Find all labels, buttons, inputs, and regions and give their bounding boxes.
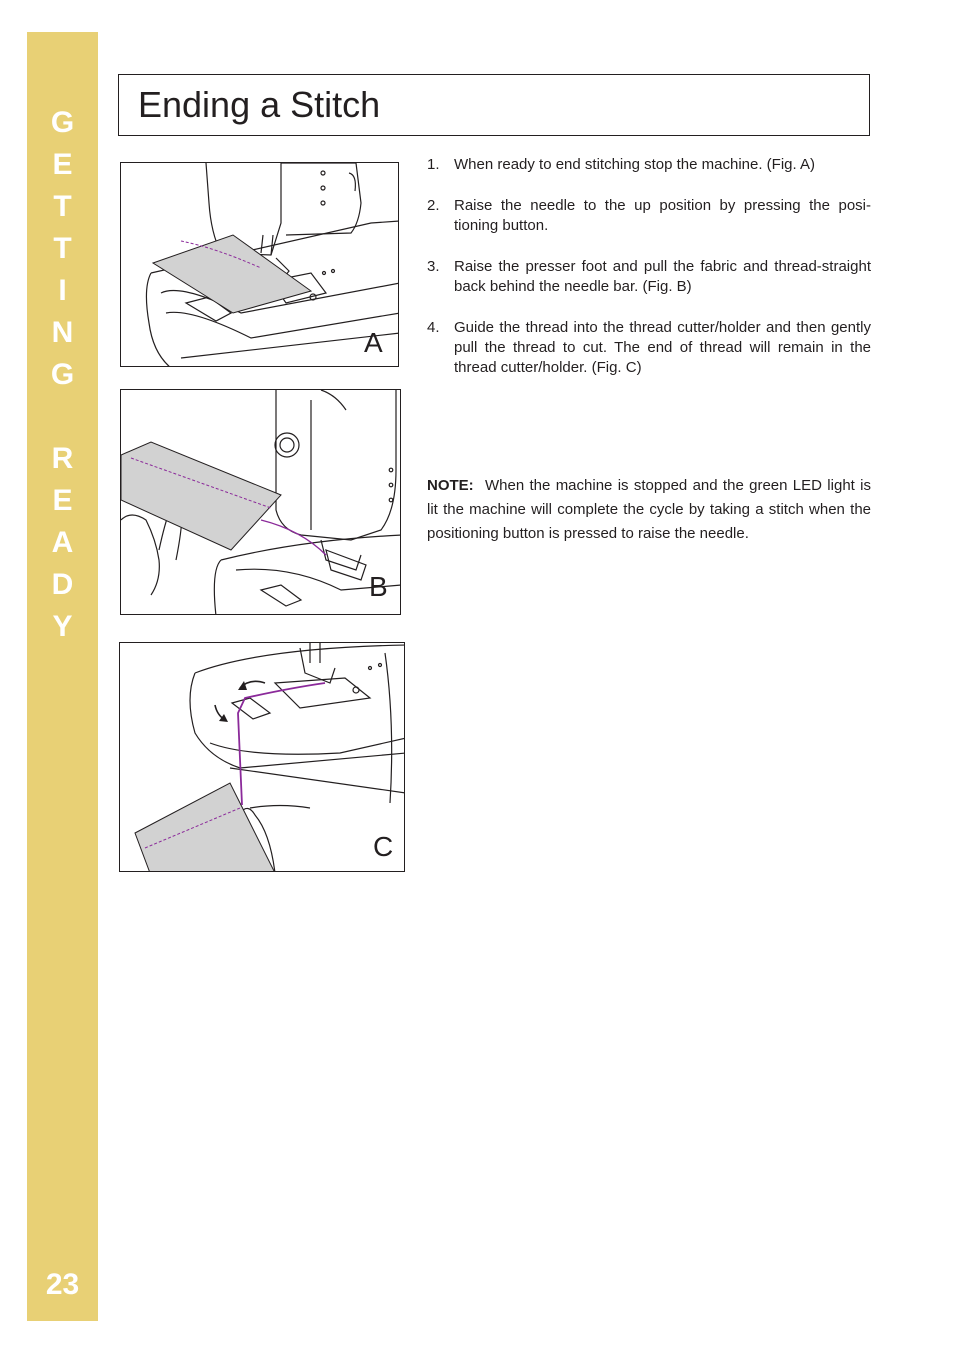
note-paragraph [427, 474, 871, 546]
page-title: Ending a Stitch [138, 84, 381, 125]
step-text: Raise the presser foot and pull the fabric and thread-straight back behind the needle bar. (Fig. B) [454, 258, 871, 295]
page-number: 23 [45, 1268, 80, 1301]
figure-c-illustration [120, 643, 405, 872]
list-item [427, 155, 871, 175]
sidebar-letter: A [51, 526, 74, 559]
sidebar-letter: T [53, 232, 72, 265]
figure-b-illustration [121, 390, 401, 615]
list-item [427, 318, 871, 378]
sidebar-letter: E [52, 148, 73, 181]
title-box [118, 74, 870, 136]
sidebar-letter: G [50, 106, 75, 139]
figure-b [120, 389, 401, 615]
sidebar-letter: N [51, 316, 74, 349]
figure-a [120, 162, 399, 367]
figure-a-illustration [121, 163, 399, 367]
sidebar-letter: Y [52, 610, 73, 643]
figure-b-label: B [369, 571, 388, 602]
list-item [427, 196, 871, 236]
step-number: 1. [427, 156, 440, 173]
sidebar [27, 32, 98, 1321]
sidebar-letter: D [51, 568, 74, 601]
step-number: 4. [427, 319, 440, 336]
sidebar-letter: G [50, 358, 75, 391]
sidebar-letter: R [51, 442, 74, 475]
note-text: When the machine is stopped and the green LED light is lit the machine will complete the cycle by taking a stitch when the positioning button is pressed to raise the needle. [427, 477, 871, 542]
list-item [427, 257, 871, 297]
step-text: When ready to end stitching stop the machine. (Fig. A) [454, 156, 816, 173]
sidebar-letter: I [58, 274, 67, 307]
figure-c [119, 642, 405, 872]
instruction-list [427, 155, 871, 399]
sidebar-vertical-text [27, 102, 98, 648]
sidebar-letter: E [52, 484, 73, 517]
step-number: 3. [427, 258, 440, 275]
figure-a-label: A [364, 327, 383, 358]
step-text: Guide the thread into the thread cutter/holder and then gently pull the thread to cut. The end of thread will remain in the thread cutter/holder. (Fig. C) [454, 319, 871, 376]
figure-c-label: C [373, 831, 394, 862]
step-number: 2. [427, 197, 440, 214]
sidebar-letter: T [53, 190, 72, 223]
note-label: NOTE: [427, 477, 474, 494]
step-text: Raise the needle to the up position by pressing the posi-tioning button. [454, 197, 871, 234]
